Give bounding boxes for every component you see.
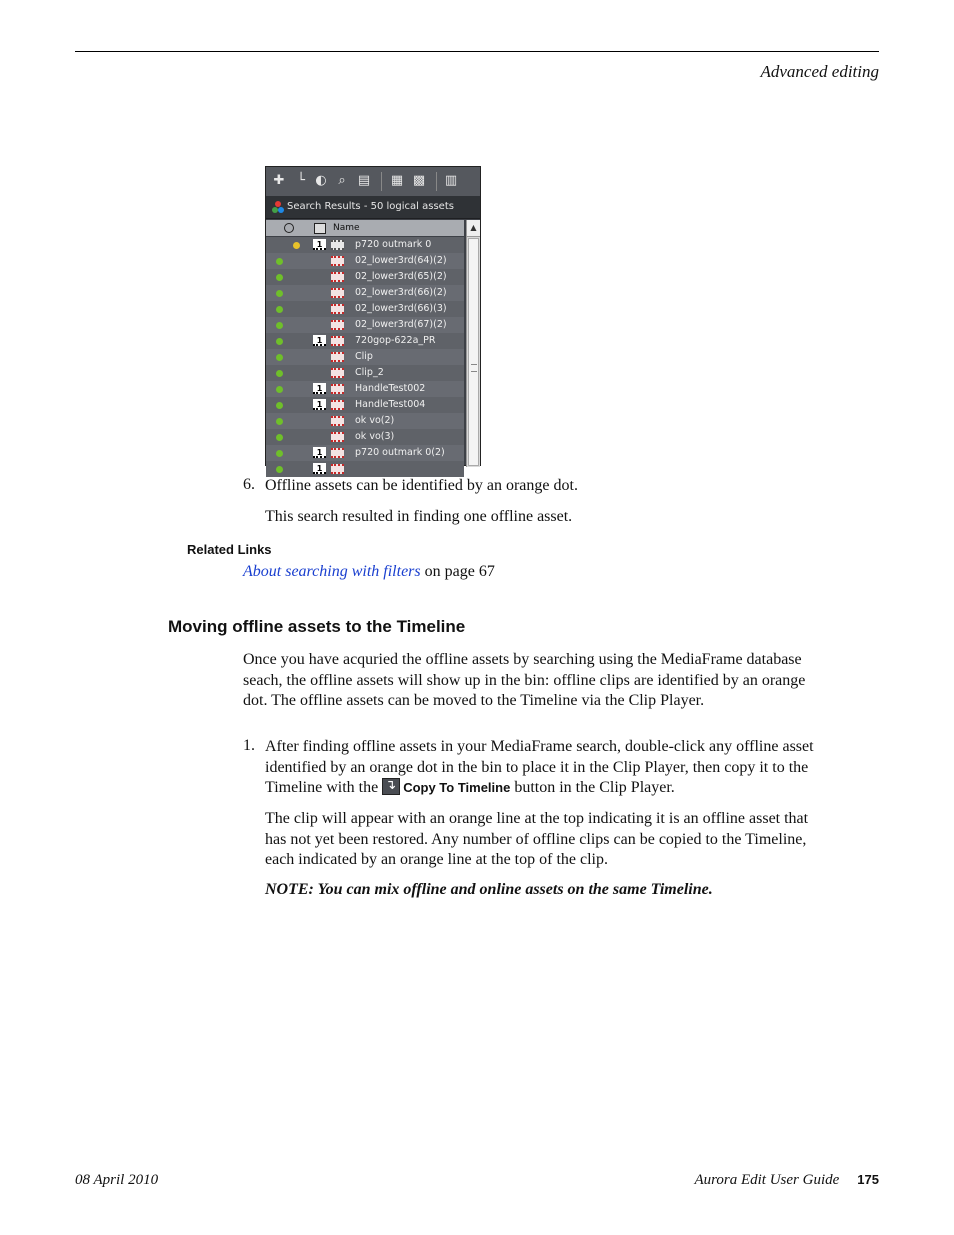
toolbar-separator	[381, 172, 382, 191]
asset-name: Clip_2	[355, 367, 384, 378]
online-status-dot	[276, 466, 283, 473]
scroll-up-arrow-icon[interactable]: ▲	[467, 220, 480, 237]
online-status-dot	[276, 370, 283, 377]
clip-type-icon	[331, 416, 344, 426]
clip-type-icon	[331, 368, 344, 378]
asset-name: 02_lower3rd(64)(2)	[355, 255, 447, 266]
table-row[interactable]	[266, 397, 464, 413]
footer-date: 08 April 2010	[75, 1172, 159, 1188]
table-row[interactable]	[266, 317, 464, 333]
asset-name: p720 outmark 0	[355, 239, 432, 250]
asset-name: 02_lower3rd(66)(2)	[355, 287, 447, 298]
clip-type-icon	[331, 336, 344, 346]
table-row[interactable]	[266, 285, 464, 301]
track-badge-icon: 1	[313, 463, 326, 474]
online-status-dot	[276, 258, 283, 265]
clip-type-icon	[331, 464, 344, 474]
import-icon[interactable]: └	[297, 173, 305, 188]
table-row[interactable]	[266, 413, 464, 429]
asset-name: ok vo(3)	[355, 431, 395, 442]
track-badge-icon: 1	[313, 239, 326, 250]
export-icon[interactable]: ▩	[412, 173, 426, 188]
clip-type-icon	[331, 320, 344, 330]
copy-to-timeline-label: Copy To Timeline	[403, 780, 511, 795]
track-badge-icon: 1	[313, 447, 326, 458]
asset-list	[266, 237, 464, 477]
asset-name: p720 outmark 0(2)	[355, 447, 445, 458]
clip-type-icon	[331, 256, 344, 266]
online-status-dot	[276, 450, 283, 457]
related-links-heading: Related Links	[187, 542, 272, 557]
table-row[interactable]	[266, 253, 464, 269]
running-header: Advanced editing	[760, 62, 879, 81]
step-text: Offline assets can be identified by an orange dot.	[265, 477, 578, 494]
panel-icon[interactable]: ▥	[444, 173, 458, 188]
section-heading: Moving offline assets to the Timeline	[168, 617, 466, 636]
offline-status-dot	[293, 242, 300, 249]
section-intro: Once you have acquried the offline assets by searching using the MediaFrame database seach, the offline assets will show up in the bin: offline clips are identified by an orange dot. The offline assets can be moved to the Timeline via the Clip Player.	[243, 651, 806, 709]
step-text-part: button in the Clip Player.	[510, 779, 675, 796]
asset-name: 720gop-622a_PR	[355, 335, 436, 346]
clip-type-icon	[331, 240, 344, 250]
clip-type-icon	[331, 272, 344, 282]
online-status-dot	[276, 322, 283, 329]
table-row[interactable]	[266, 333, 464, 349]
table-row[interactable]	[266, 365, 464, 381]
footer-guide-title: Aurora Edit User Guide	[694, 1172, 840, 1188]
vertical-scrollbar[interactable]	[466, 220, 480, 467]
track-badge-icon: 1	[313, 383, 326, 394]
table-row[interactable]	[266, 445, 464, 461]
link-page-ref: on page 67	[420, 563, 495, 580]
table-row[interactable]	[266, 381, 464, 397]
search-results-icon	[271, 200, 285, 214]
toolbar-separator	[436, 172, 437, 191]
track-badge-icon: 1	[313, 399, 326, 410]
step-followup: The clip will appear with an orange line at the top indicating it is an offline asset that has not yet been restored. Any number of offline clips can be copied to the Timeline, each indicated by an orange line at the top of the clip.	[265, 810, 809, 868]
online-status-dot	[276, 354, 283, 361]
table-row[interactable]	[266, 349, 464, 365]
name-column-label[interactable]: Name	[333, 223, 360, 233]
bin-toolbar	[266, 167, 480, 197]
search-results-label: Search Results - 50 logical assets	[287, 201, 454, 212]
online-status-dot	[276, 274, 283, 281]
search-results-screenshot	[265, 166, 481, 473]
clip-type-icon	[331, 448, 344, 458]
step-followup: This search resulted in finding one offline asset.	[265, 508, 573, 525]
clip-type-icon	[331, 384, 344, 394]
clip-type-icon	[331, 352, 344, 362]
copy-to-timeline-icon	[382, 778, 400, 795]
asset-name: ok vo(2)	[355, 415, 395, 426]
online-status-dot	[276, 306, 283, 313]
step-text-part: After finding offline assets in your MediaFrame search, double-click any offline asset identified by an orange dot in the bin to place it in the Clip Player, then copy it to the Timeline with the	[265, 738, 814, 796]
scroll-thumb[interactable]	[468, 238, 479, 466]
header-rule	[75, 51, 879, 52]
type-column-icon[interactable]	[314, 223, 326, 234]
clip-type-icon	[331, 432, 344, 442]
asset-name: 02_lower3rd(66)(3)	[355, 303, 447, 314]
asset-name: 02_lower3rd(67)(2)	[355, 319, 447, 330]
table-row[interactable]	[266, 461, 464, 477]
about-searching-with-filters-link[interactable]: About searching with filters	[243, 563, 421, 580]
search-results-bar[interactable]	[266, 196, 480, 219]
column-header[interactable]	[266, 220, 464, 236]
footer-right	[694, 1172, 879, 1189]
asset-name: HandleTest004	[355, 399, 426, 410]
step-number: 6.	[243, 476, 255, 493]
online-status-dot	[276, 434, 283, 441]
table-row[interactable]	[266, 237, 464, 253]
online-status-dot	[276, 290, 283, 297]
move-icon[interactable]: ▦	[390, 173, 404, 188]
clip-type-icon	[331, 400, 344, 410]
table-row[interactable]	[266, 429, 464, 445]
asset-name: HandleTest002	[355, 383, 426, 394]
status-column-icon[interactable]	[284, 223, 294, 233]
table-row[interactable]	[266, 269, 464, 285]
clip-type-icon	[331, 288, 344, 298]
online-status-dot	[276, 338, 283, 345]
online-status-dot	[276, 386, 283, 393]
online-status-dot	[276, 402, 283, 409]
table-row[interactable]	[266, 301, 464, 317]
add-icon[interactable]: ✚	[273, 173, 285, 188]
grip-icon	[471, 364, 477, 372]
find-icon[interactable]: ⌕	[338, 173, 346, 188]
step-number: 1.	[243, 737, 255, 754]
search-icon[interactable]: ◐	[315, 173, 327, 188]
asset-name: 02_lower3rd(65)(2)	[355, 271, 447, 282]
online-status-dot	[276, 418, 283, 425]
step-text	[265, 737, 830, 799]
track-badge-icon: 1	[313, 335, 326, 346]
related-link-line	[243, 562, 495, 583]
bin-icon[interactable]: ▤	[357, 173, 371, 188]
note: NOTE: You can mix offline and online assets on the same Timeline.	[265, 881, 713, 898]
asset-name: Clip	[355, 351, 373, 362]
clip-type-icon	[331, 304, 344, 314]
page-number: 175	[857, 1172, 879, 1187]
